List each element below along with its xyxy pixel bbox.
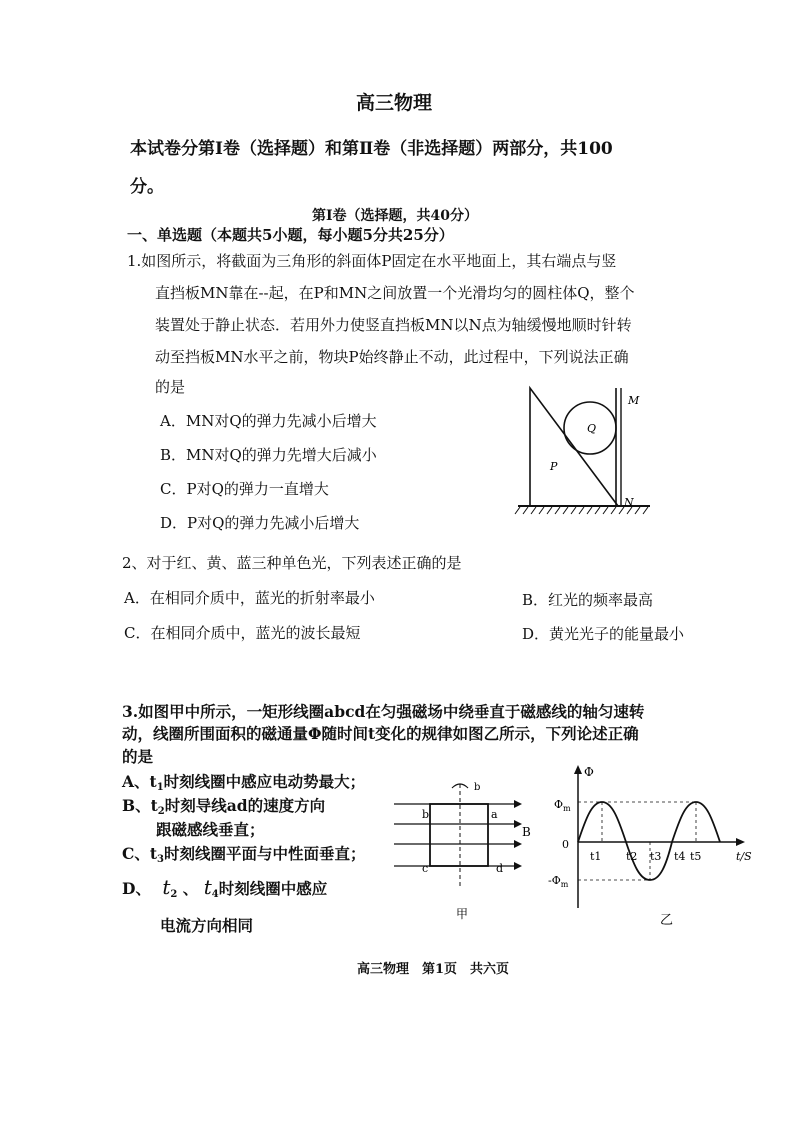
tick-t5: t5 — [690, 850, 702, 863]
neg-phi-m-label: $-\Phi_m$ — [548, 874, 569, 889]
q3-opt-b-post: 时刻导线ad的速度方向 — [164, 796, 326, 815]
q3-opt-d-sep: 、 — [182, 879, 199, 898]
q1-figure — [510, 382, 660, 522]
label-d-corner: d — [496, 862, 504, 875]
axis-label: b — [474, 782, 481, 793]
tick-t4: t4 — [674, 850, 686, 863]
label-m: M — [628, 394, 640, 407]
q3-option-b — [122, 794, 325, 817]
label-a-corner: a — [491, 808, 498, 821]
q3-opt-d-pre: D、 — [122, 879, 151, 898]
q3-opt-d-t2sub: 2 — [170, 889, 178, 900]
q1-stem-line: 1.如图所示，将截面为三角形的斜面体P固定在水平地面上，其右端点与竖 — [127, 252, 617, 270]
q3-stem-line: 的是 — [122, 747, 154, 766]
q2-option-a: A．在相同介质中，蓝光的折射率最小 — [124, 589, 375, 607]
q1-option-c: C．P对Q的弹力一直增大 — [160, 480, 329, 498]
exam-intro-line1: 本试卷分第Ⅰ卷（选择题）和第Ⅱ卷（非选择题）两部分，共100 — [130, 139, 613, 159]
label-p: P — [550, 460, 558, 473]
label-c-corner: c — [422, 862, 429, 875]
y-axis-label: Φ — [584, 765, 594, 779]
q2-stem: 2、对于红、黄、蓝三种单色光，下列表述正确的是 — [122, 554, 462, 572]
coil-abcd — [430, 804, 488, 866]
tick-t2: t2 — [626, 850, 638, 863]
q3-opt-d-t2: t — [162, 875, 171, 899]
tick-t3: t3 — [650, 850, 662, 863]
q3-stem-line: 动，线圈所围面积的磁通量Φ随时间t变化的规律如图乙所示，下列论述正确 — [122, 724, 639, 743]
q3-figure-jia — [392, 776, 542, 922]
label-b-corner: b — [422, 808, 430, 821]
q1-stem-line: 装置处于静止状态．若用外力使竖直挡板MN以N点为轴缓慢地顺时针转 — [155, 316, 632, 334]
label-field-b: B — [522, 825, 531, 839]
q3-opt-b-sub: 2 — [157, 806, 165, 817]
flux-curve — [578, 802, 720, 880]
q3-opt-a-post: 时刻线圈中感应电动势最大； — [163, 772, 366, 791]
q3-opt-c-post: 时刻线圈平面与中性面垂直； — [163, 844, 366, 863]
q3-opt-d-t4sub: 4 — [211, 889, 219, 900]
q2-option-d: D．黄光光子的能量最小 — [522, 625, 685, 643]
q3-option-b-cont: 跟磁感线垂直； — [156, 820, 265, 839]
q2-option-c: C．在相同介质中，蓝光的波长最短 — [124, 624, 361, 642]
origin-label: 0 — [562, 838, 569, 851]
q3-option-c — [122, 842, 365, 865]
q1-stem-line: 直挡板MN靠在--起，在P和MN之间放置一个光滑均匀的圆柱体Q，整个 — [155, 284, 635, 302]
q2-option-b: B．红光的频率最高 — [522, 591, 654, 609]
exam-intro-line2: 分。 — [130, 177, 164, 197]
section-single-choice: 一、单选题（本题共5小题，每小题5分共25分） — [127, 226, 454, 244]
label-n: N — [624, 496, 634, 509]
page-footer: 高三物理 第1页 共六页 — [357, 962, 510, 977]
figure-yi-caption: 乙 — [660, 913, 674, 928]
q3-stem-line: 3.如图甲中所示，一矩形线圈abcd在匀强磁场中绕垂直于磁感线的轴匀速转 — [122, 702, 645, 721]
q3-option-d — [122, 875, 327, 900]
q1-stem-line: 的是 — [155, 378, 186, 396]
q3-opt-d-t4: t — [203, 875, 212, 899]
figure-jia-caption: 甲 — [456, 907, 469, 921]
field-arrowheads — [514, 800, 522, 870]
y-axis-arrow-icon — [574, 765, 582, 774]
q3-opt-a-sub: 1 — [156, 782, 164, 793]
q3-opt-d-post: 时刻线圈中感应 — [218, 879, 328, 898]
q3-option-d-cont: 电流方向相同 — [160, 916, 254, 935]
q3-option-a — [122, 770, 365, 793]
tick-t1: t1 — [590, 850, 602, 863]
phi-m-label: $\Phi_m$ — [554, 798, 571, 813]
q1-stem-line: 动至挡板MN水平之前，物块P始终静止不动，此过程中，下列说法正确 — [155, 348, 629, 366]
page-title: 高三物理 — [356, 92, 433, 114]
q3-figure-yi — [540, 762, 770, 938]
q1-option-b: B．MN对Q的弹力先增大后减小 — [160, 446, 377, 464]
q3-opt-c-pre: C、t — [122, 844, 157, 863]
part1-title: 第Ⅰ卷（选择题，共40分） — [312, 208, 479, 224]
x-axis-arrow-icon — [736, 838, 745, 846]
q3-opt-a-pre: A、t — [122, 772, 157, 791]
q3-opt-b-pre: B、t — [122, 796, 158, 815]
q1-option-a: A．MN对Q的弹力先减小后增大 — [160, 412, 377, 430]
x-axis-label: t/S — [736, 850, 752, 863]
q1-option-d: D．P对Q的弹力先减小后增大 — [160, 514, 360, 532]
label-q: Q — [587, 422, 597, 435]
q3-opt-c-sub: 3 — [157, 854, 164, 865]
